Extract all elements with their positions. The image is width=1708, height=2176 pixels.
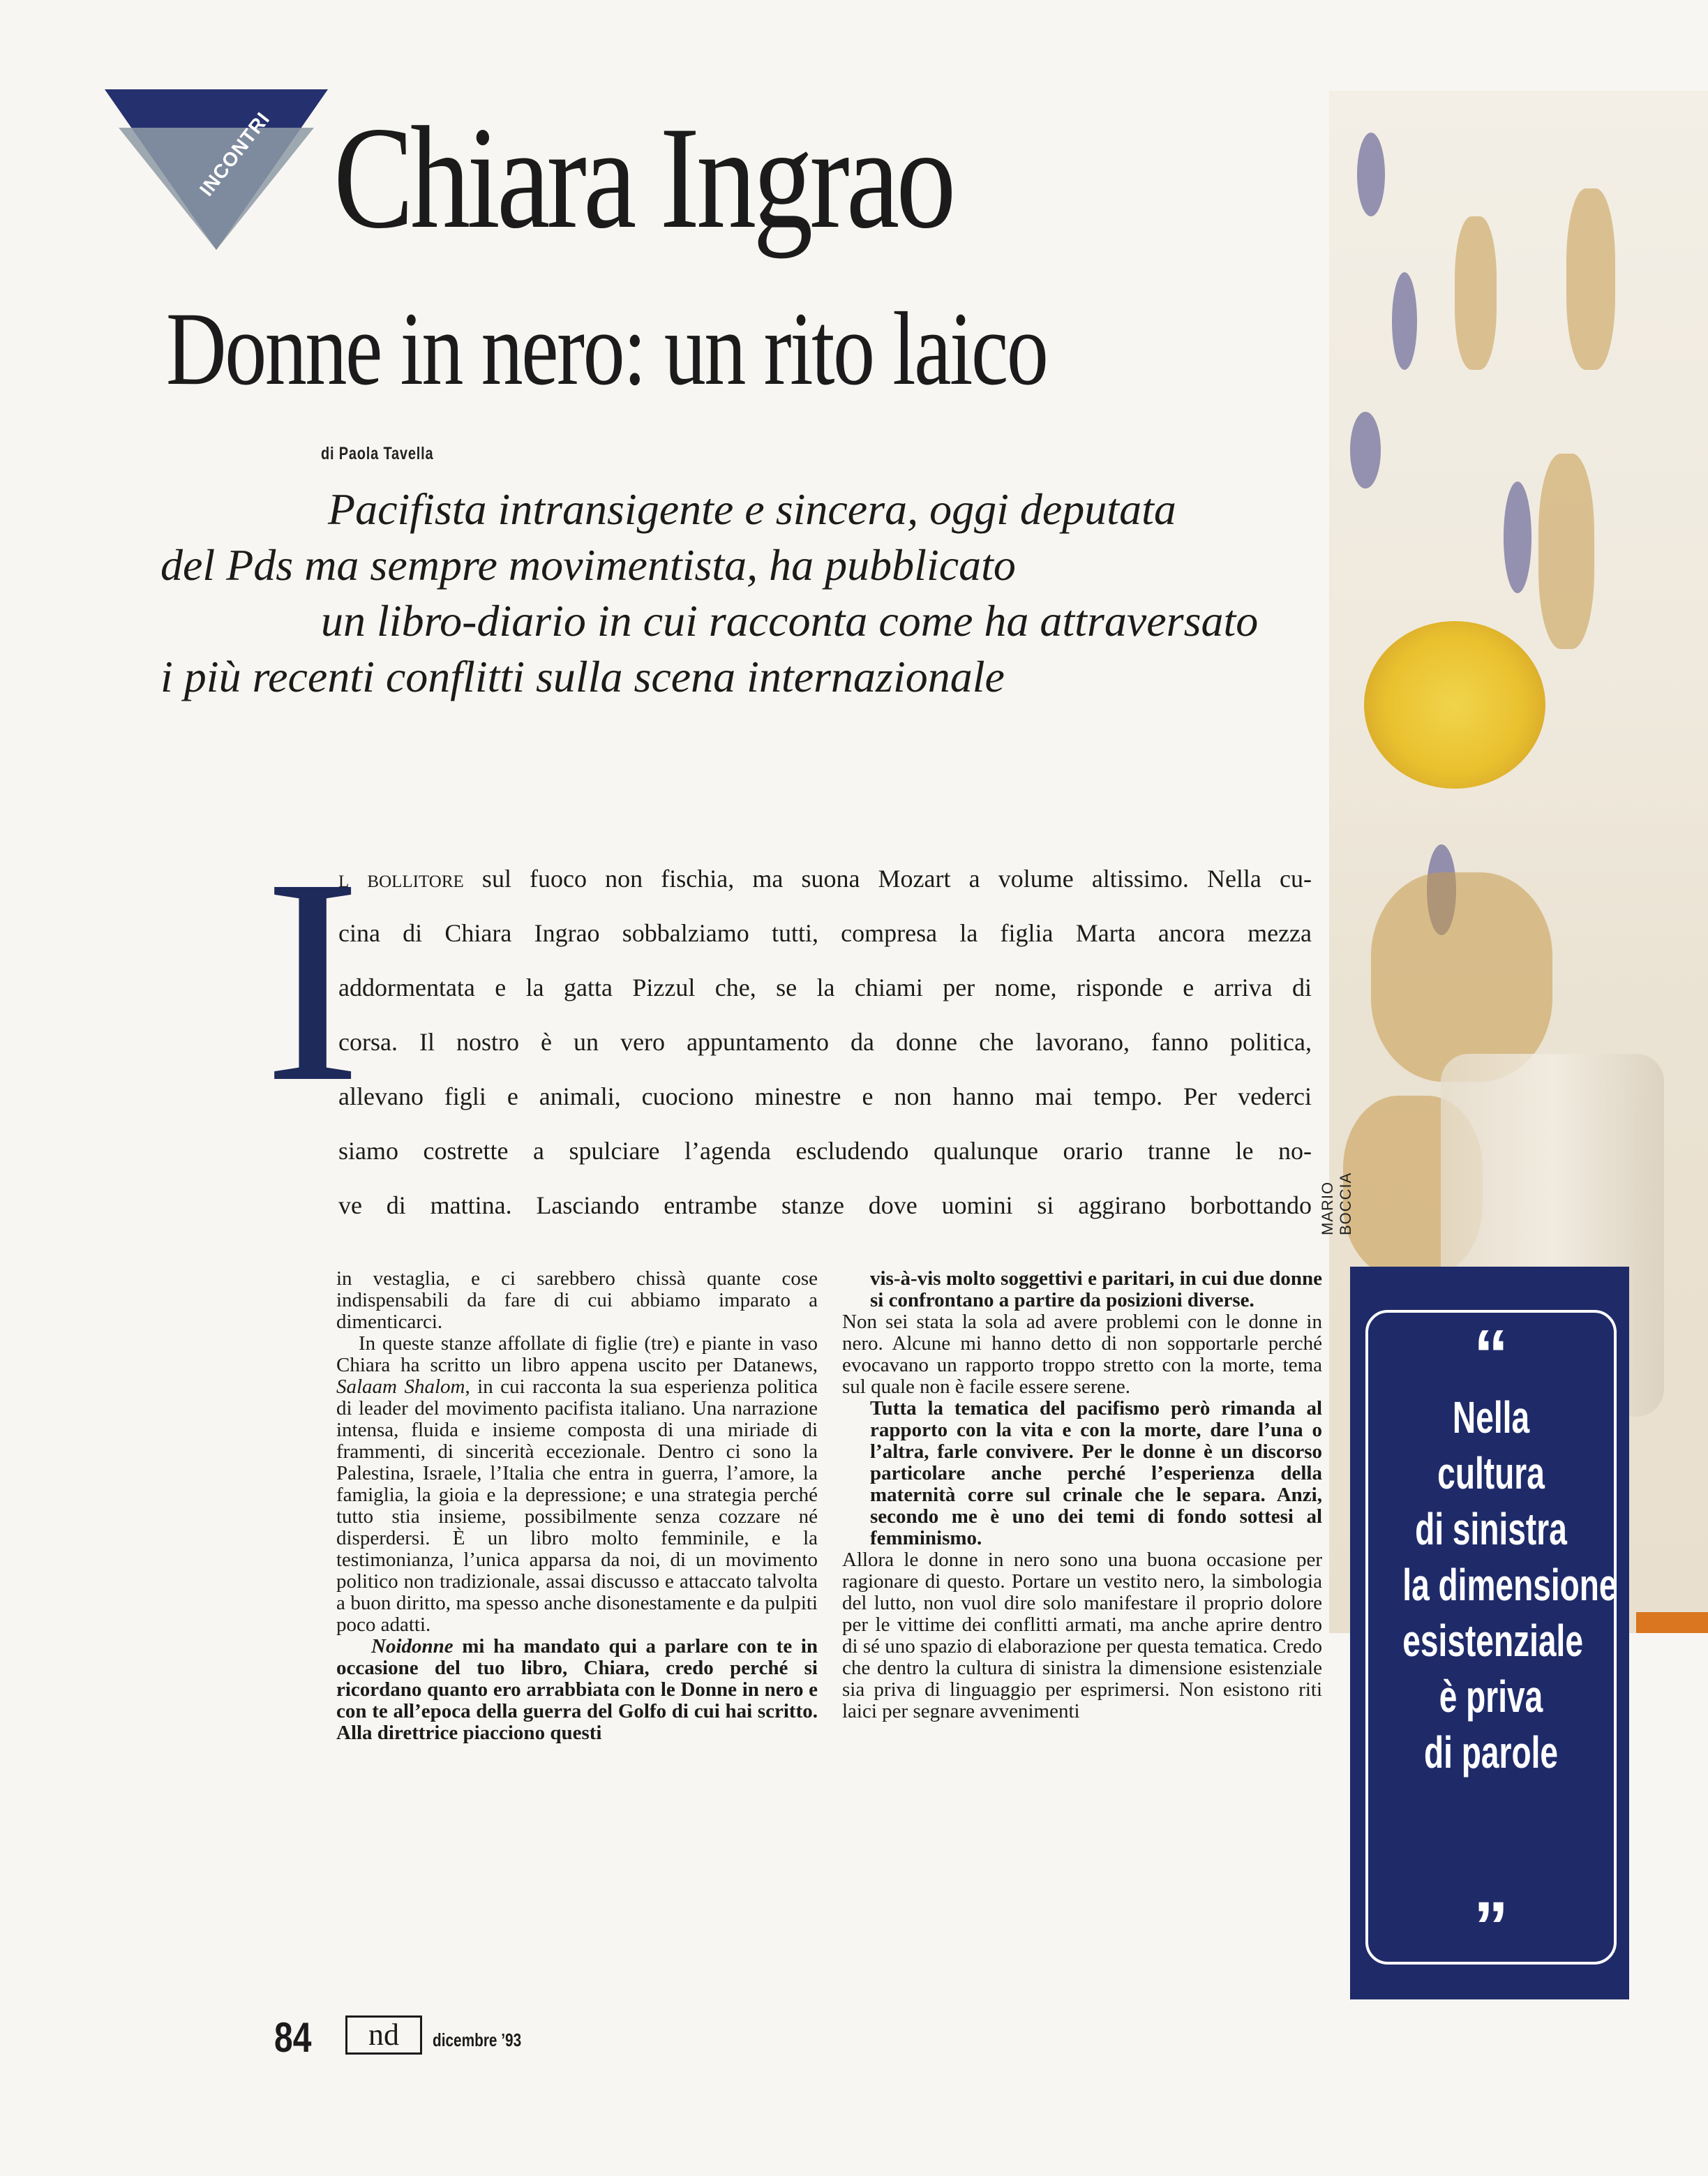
pull-quote-line: esistenziale [1402,1616,1583,1666]
yellow-flower [1364,621,1545,789]
text-run: , in cui racconta la sua esperienza politica di leader del movimento pacifista italiano. Una narrazione intensa, fluida e insieme composta di una miriade di frammenti, di sincerità eccezionale. Dentro ci sono la Palestina, Israele, l’Italia che entra in guerra, l’amore, la famiglia, la gioia e la depressione; e una strategia perché tutto stia insieme, possibilmente senza cozzare né disperdersi. È un libro molto femminile, e la testimonianza, l’unica apparsa da noi, di un movimento politico non tradizionale, assai discusso e attaccato talvolta a buon diritto, ma spesso anche disonestamente e da pulpiti poco adatti. [336,1376,818,1636]
intro-line [338,851,1312,906]
pull-quote-box [1350,1267,1629,1999]
intro-line-text: sul fuoco non fischia, ma suona Mozart a volume altissimo. Nella cu- [463,865,1312,893]
text-run: In queste stanze affollate di figlie (tre) e piante in vaso Chiara ha scritto un libro appena uscito per Datanews, [336,1332,818,1376]
interview-question: Tutta la tematica del pacifismo però rimanda al rapporto con la vita e con la morte, dare l’una o l’altra, farle convivere. Per le donne è un discorso particolare anche perché l’esperienza della maternità corre sul crinale che le separa. Anzi, secondo me è uno dei temi di fondo sottesi al femminismo. [870,1397,1322,1549]
lead-line: Pacifista intransigente e sincera, oggi deputata [328,484,1176,534]
intro-line: ve di mattina. Lasciando entrambe stanze dove uomini si aggirano borbottando [338,1191,1312,1219]
magazine-logo: nd [345,2015,422,2055]
intro-smallcaps: l bollitore [338,865,464,893]
open-quote-mark: “ [1474,1316,1508,1394]
close-quote-mark: ” [1474,1888,1508,1966]
wheat-ear [1455,216,1497,370]
drop-cap: I [264,818,361,1142]
lavender-sprig [1392,272,1417,370]
lavender-sprig [1350,412,1381,489]
pull-quote-line: di sinistra [1415,1504,1567,1554]
byline: di Paola Tavella [321,444,434,463]
pull-quote-frame [1365,1310,1617,1965]
pull-quote-line: di parole [1423,1727,1559,1778]
intro-paragraph [338,851,1312,1232]
lead-paragraph [160,482,1333,705]
pull-quote-text [1368,1389,1617,1780]
intro-line: siamo costrette a spulciare l’agenda escludendo qualunque orario tranne le no- [338,1137,1312,1165]
intro-line: cina di Chiara Ingrao sobbalziamo tutti, compresa la figlia Marta ancora mezza [338,919,1312,947]
lavender-sprig [1357,133,1385,216]
wheat-ear [1538,454,1594,649]
interview-answer: Non sei stata la sola ad avere problemi con le donne in nero. Alcune mi hanno detto di non sopportarle perché evocavano un rapporto troppo stretto con la morte, tema sul quale non è facile essere serene. [842,1311,1322,1398]
wheat-bunch [1371,872,1552,1082]
section-label: INCONTRI [195,107,274,200]
interview-question: vis-à-vis molto soggettivi e paritari, in cui due donne si confrontano a partire da posizioni diverse. [870,1267,1322,1311]
body-paragraph: in vestaglia, e ci sarebbero chissà quante cose indispensabili da fare di cui abbiamo imparato a dimenticarci. [336,1267,818,1333]
pull-quote-line: è priva [1439,1671,1543,1722]
orange-block [1636,1612,1708,1633]
interview-question [336,1636,818,1744]
pull-quote-line: cultura [1437,1448,1545,1498]
text-run: mi ha mandato qui a parlare con te in occasione del tuo libro, Chiara, credo perché si ricordano quanto ero arrabbiata con le Donne in nero e con te all’epoca della guerra del Golfo di cui hai scritto. Alla direttrice piacciono questi [336,1635,818,1744]
book-title: Salaam Shalom [336,1376,465,1398]
lead-line: i più recenti conflitti sulla scena internazionale [160,652,1005,701]
pull-quote-line: Nella [1452,1392,1530,1443]
photo-credit: MARIO BOCCIA [1319,1172,1354,1235]
article-title: Chiara Ingrao [334,97,953,259]
intro-line: allevano figli e animali, cuociono minestre e non hanno mai tempo. Per vederci [338,1082,1312,1110]
body-column-left [336,1268,818,1744]
interview-answer: Allora le donne in nero sono una buona occasione per ragionare di questo. Portare un vestito nero, la simbologia del lutto, non vuol dire solo manifestare il proprio dolore per le vittime dei conflitti armati, ma anche aprire dentro di sé uno spazio di elaborazione per questa tematica. Credo che dentro la cultura di sinistra la dimensione esistenziale sia priva di linguaggio per esprimersi. Non esistono riti laici per segnare avvenimenti [842,1549,1322,1722]
article-subtitle: Donne in nero: un rito laico [166,291,1047,407]
lead-line: un libro-diario in cui racconta come ha attraversato [321,596,1259,646]
wheat-ear [1566,188,1615,370]
magazine-name: Noidonne [371,1635,454,1657]
lavender-sprig [1504,482,1531,593]
page-number: 84 [274,2014,312,2061]
body-paragraph [336,1333,818,1636]
intro-line: addormentata e la gatta Pizzul che, se la chiami per nome, risponde e arriva di [338,974,1312,1001]
intro-line: corsa. Il nostro è un vero appuntamento da donne che lavorano, fanno politica, [338,1028,1312,1056]
pull-quote-line: la dimensione [1402,1560,1617,1610]
lead-line: del Pds ma sempre movimentista, ha pubblicato [160,540,1016,590]
issue-date: dicembre ’93 [433,2029,522,2050]
body-column-right [842,1268,1322,1722]
